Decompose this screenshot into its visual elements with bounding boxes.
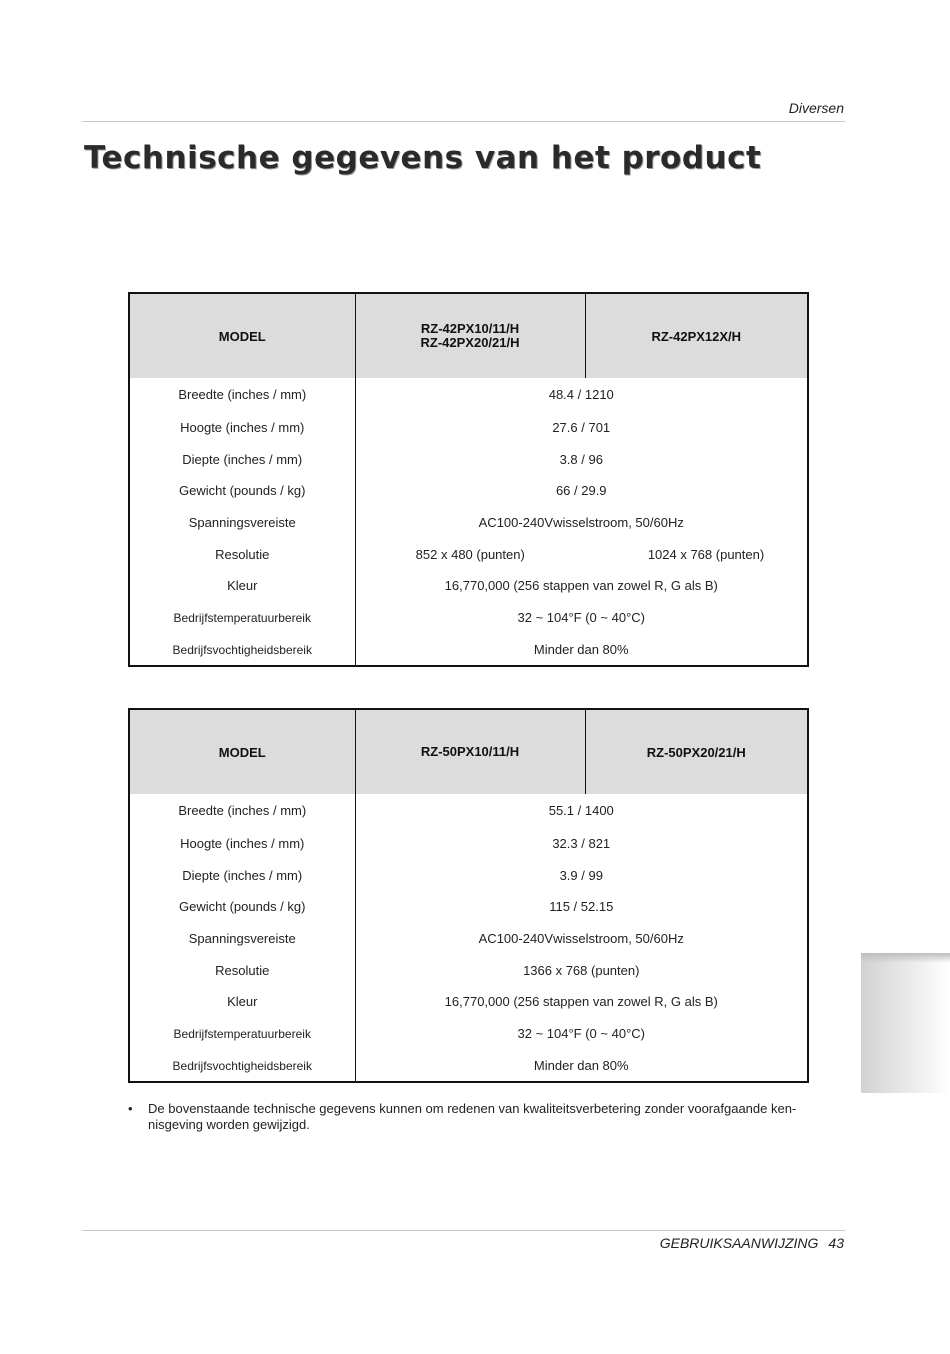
footer-rule [82, 1230, 845, 1231]
row-label: Gewicht (pounds / kg) [129, 891, 355, 922]
row-label: Gewicht (pounds / kg) [129, 475, 355, 506]
table-row [129, 1050, 808, 1082]
row-value: Minder dan 80% [533, 642, 629, 657]
model-name: RZ-42PX10/11/H [420, 321, 520, 336]
row-value: 32 ~ 104°F (0 ~ 40°C) [517, 1026, 645, 1041]
row-value: 115 / 52.15 [549, 899, 614, 914]
table-row [129, 859, 808, 891]
side-tab [861, 953, 950, 1093]
row-value: 32.3 / 821 [552, 835, 611, 851]
row-value: 66 / 29.9 [555, 483, 607, 498]
row-value: AC100-240Vwisselstroom, 50/60Hz [478, 930, 684, 946]
row-label: Diepte (inches / mm) [129, 443, 355, 475]
model-header: MODEL [129, 709, 355, 794]
row-label: Bedrijfsvochtigheidsbereik [129, 634, 355, 666]
row-label: Breedte (inches / mm) [129, 378, 355, 411]
row-value: 48.4 / 1210 [548, 387, 614, 402]
row-label: Resolutie [129, 538, 355, 570]
row-label: Hoogte (inches / mm) [129, 827, 355, 859]
row-label: Breedte (inches / mm) [129, 794, 355, 827]
model-header-col3: RZ-42PX12X/H [585, 293, 808, 378]
row-value: 16,770,000 (256 stappen van zowel R, G als B) [444, 994, 718, 1009]
row-label: Hoogte (inches / mm) [129, 411, 355, 443]
row-value: 32 ~ 104°F (0 ~ 40°C) [517, 610, 645, 625]
row-value: 3.9 / 99 [559, 867, 603, 883]
row-value: 27.6 / 701 [552, 419, 611, 435]
table-header-row [129, 293, 808, 378]
table-row [129, 1017, 808, 1050]
model-header-col2 [355, 709, 585, 794]
table-row [129, 570, 808, 601]
row-label: Kleur [129, 570, 355, 601]
table-row [129, 827, 808, 859]
footnote-text: De bovenstaande technische gegevens kunnen om redenen van kwaliteitsverbetering zonder voorafgaande ken-nisgeving worden gewijzigd. [148, 1101, 797, 1132]
model-header: MODEL [129, 293, 355, 378]
model-name: RZ-50PX10/11/H [420, 744, 520, 759]
page-footer [660, 1235, 844, 1251]
table-row [129, 954, 808, 986]
row-label: Bedrijfsvochtigheidsbereik [129, 1050, 355, 1082]
model-header-col3: RZ-50PX20/21/H [585, 709, 808, 794]
table-row [129, 601, 808, 634]
table-row [129, 634, 808, 666]
table-row [129, 986, 808, 1017]
row-value: 3.8 / 96 [559, 451, 603, 467]
footnote [128, 1101, 808, 1133]
table-row [129, 922, 808, 954]
spec-table-50 [128, 708, 809, 1083]
row-label: Bedrijfstemperatuurbereik [129, 1017, 355, 1050]
section-label: Diversen [788, 100, 844, 116]
model-name: RZ-42PX20/21/H [420, 335, 520, 350]
table-row [129, 411, 808, 443]
page-title: Technische gegevens van het product [84, 140, 762, 176]
table-row [129, 891, 808, 922]
table-row [129, 443, 808, 475]
row-value-a: 852 x 480 (punten) [415, 546, 525, 562]
table-row [129, 475, 808, 506]
table-row [129, 794, 808, 827]
header-rule [82, 121, 845, 122]
row-value: Minder dan 80% [533, 1058, 629, 1073]
table-row [129, 506, 808, 538]
row-value: AC100-240Vwisselstroom, 50/60Hz [478, 514, 684, 530]
row-value-b: 1024 x 768 (punten) [647, 546, 765, 562]
row-label: Diepte (inches / mm) [129, 859, 355, 891]
table-row [129, 378, 808, 411]
manual-name: GEBRUIKSAANWIJZING [659, 1235, 819, 1251]
row-label: Kleur [129, 986, 355, 1017]
table-row [129, 538, 808, 570]
model-header-col2 [355, 293, 585, 378]
row-label: Resolutie [129, 954, 355, 986]
page-number: 43 [828, 1235, 844, 1251]
bullet: • [128, 1101, 133, 1116]
row-value: 16,770,000 (256 stappen van zowel R, G als B) [444, 578, 718, 593]
row-label: Spanningsvereiste [129, 506, 355, 538]
row-value: 1366 x 768 (punten) [523, 962, 640, 978]
row-value: 55.1 / 1400 [548, 803, 614, 818]
row-label: Spanningsvereiste [129, 922, 355, 954]
row-label: Bedrijfstemperatuurbereik [129, 601, 355, 634]
spec-table-42 [128, 292, 809, 667]
table-header-row [129, 709, 808, 794]
